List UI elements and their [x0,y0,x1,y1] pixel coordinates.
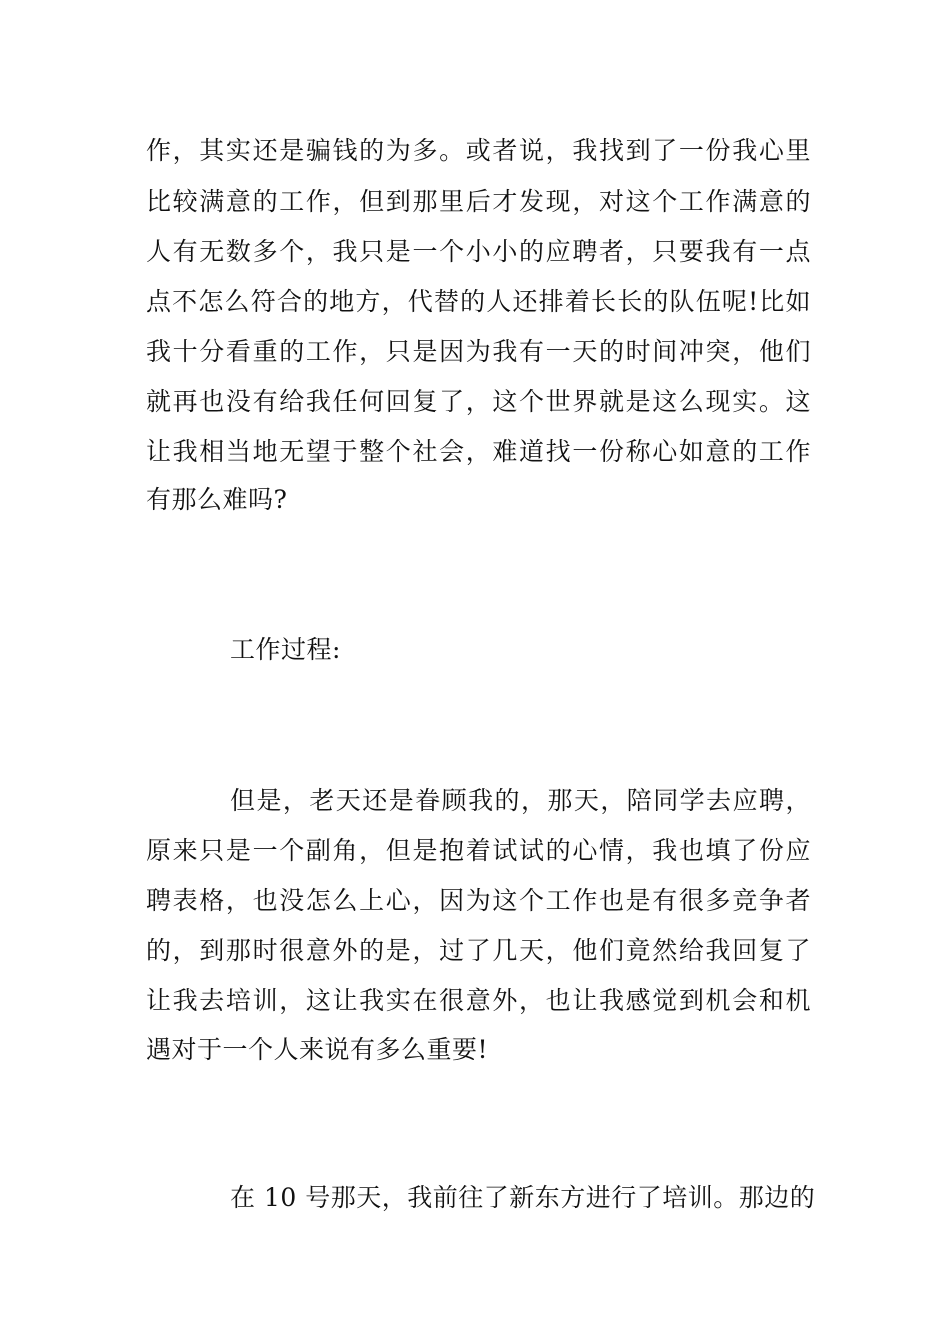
paragraph1-line-2: 比较满意的工作，但到那里后才发现，对这个工作满意的 [146,187,811,216]
paragraph2-line-5: 让我去培训，这让我实在很意外，也让我感觉到机会和机 [146,986,811,1015]
paragraph1-line-3: 人有无数多个，我只是一个小小的应聘者，只要我有一点 [146,237,811,266]
paragraph1-line-4: 点不怎么符合的地方，代替的人还排着长长的队伍呢!比如 [146,287,811,316]
section-heading: 工作过程: [230,635,341,664]
paragraph2-line-1: 但是，老天还是眷顾我的，那天，陪同学去应聘， [230,786,811,815]
paragraph1-line-1: 作，其实还是骗钱的为多。或者说，我找到了一份我心里 [146,136,811,165]
paragraph2-line-3: 聘表格，也没怎么上心，因为这个工作也是有很多竞争者 [146,886,811,915]
paragraph1-line-8: 有那么难吗? [146,485,288,514]
paragraph1-line-7: 让我相当地无望于整个社会，难道找一份称心如意的工作 [146,437,811,466]
paragraph3-line-1: 在 10 号那天，我前往了新东方进行了培训。那边的 [230,1183,816,1212]
paragraph1-line-5: 我十分看重的工作，只是因为我有一天的时间冲突，他们 [146,337,811,366]
paragraph2-line-2: 原来只是一个副角，但是抱着试试的心情，我也填了份应 [146,836,811,865]
paragraph2-line-6: 遇对于一个人来说有多么重要! [146,1035,489,1064]
paragraph1-line-6: 就再也没有给我任何回复了，这个世界就是这么现实。这 [146,387,811,416]
paragraph2-line-4: 的，到那时很意外的是，过了几天，他们竟然给我回复了 [146,936,811,965]
